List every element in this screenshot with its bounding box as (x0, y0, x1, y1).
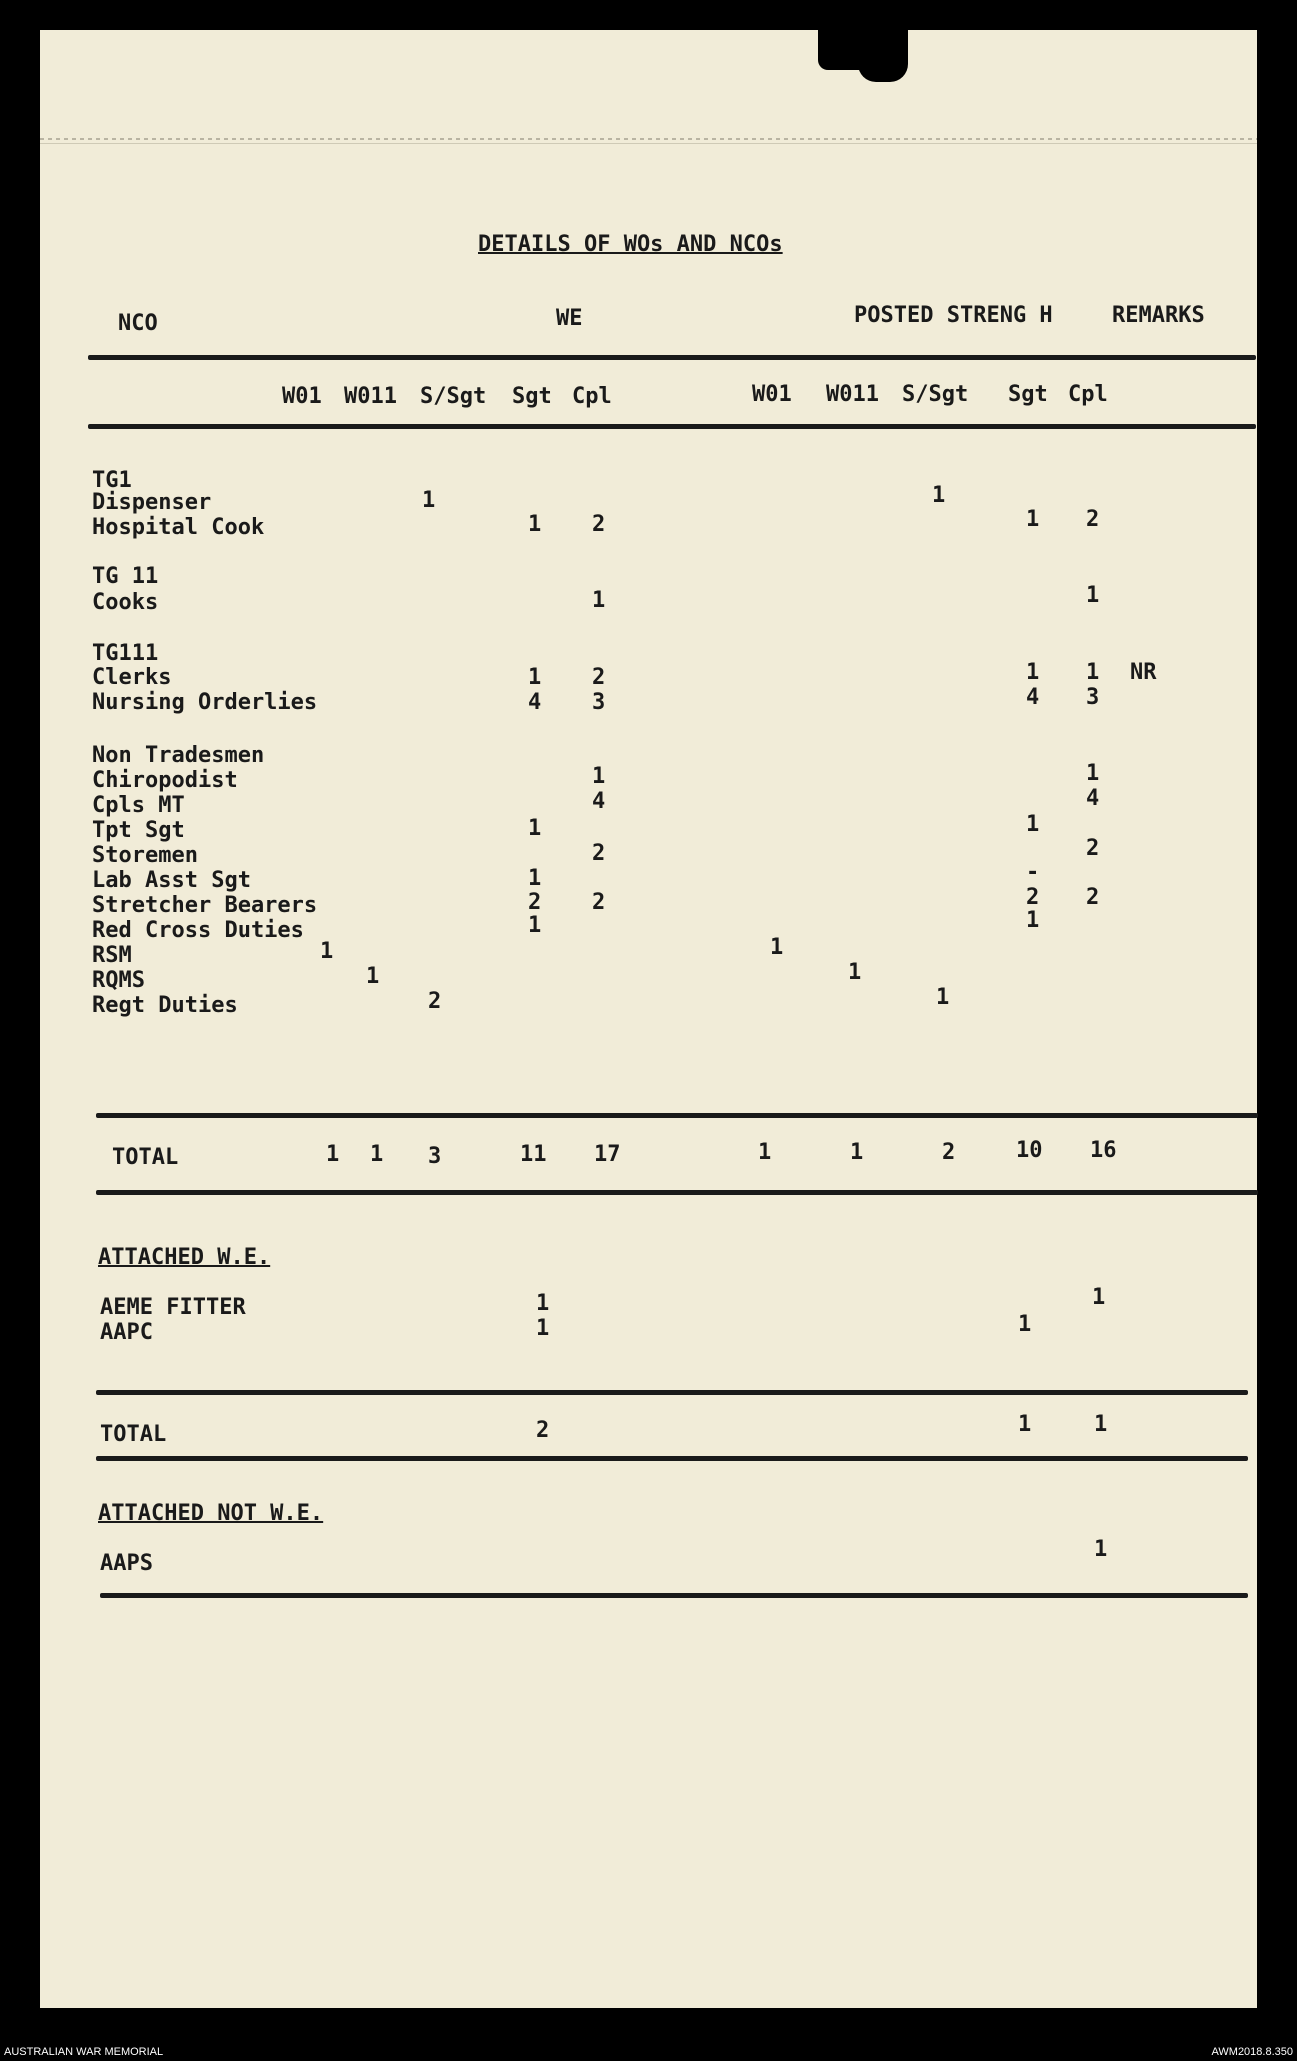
posted-value: 1 (1092, 1285, 1106, 1310)
col-header-posted-strength: POSTED STRENG H (854, 303, 1053, 328)
posted-value: 1 (1026, 908, 1040, 933)
row-label: Red Cross Duties (92, 918, 304, 943)
we-value: 1 (536, 1316, 550, 1341)
posted-value: 2 (1086, 507, 1100, 532)
row-label: Storemen (92, 843, 198, 868)
we-rank-sgt: Sgt (512, 384, 552, 409)
row-label: Nursing Orderlies (92, 690, 318, 715)
we-value: 1 (592, 588, 606, 613)
col-header-nco: NCO (118, 311, 158, 336)
posted-rank-w011: W011 (826, 382, 879, 407)
we-value: 2 (592, 512, 606, 537)
posted-rank-ssgt: S/Sgt (902, 382, 969, 407)
total-label: TOTAL (100, 1422, 167, 1447)
posted-rank-cpl: Cpl (1068, 382, 1108, 407)
divider (96, 1390, 1248, 1395)
row-label: AAPC (100, 1320, 153, 1345)
we-rank-ssgt: S/Sgt (420, 384, 487, 409)
total-posted-sgt: 1 (1018, 1412, 1032, 1437)
row-label: AAPS (100, 1551, 153, 1576)
total-posted-ssgt: 2 (942, 1140, 956, 1165)
we-value: 3 (592, 690, 606, 715)
posted-value: 1 (1026, 660, 1040, 685)
divider (96, 1190, 1258, 1195)
row-label: Stretcher Bearers (92, 893, 318, 918)
we-value: 1 (528, 866, 542, 891)
posted-rank-w01: W01 (752, 382, 792, 407)
row-label: TG 11 (92, 564, 159, 589)
we-value: 1 (528, 665, 542, 690)
total-we-sgt: 11 (520, 1142, 547, 1167)
total-posted-cpl: 16 (1090, 1138, 1117, 1163)
row-label: Cpls MT (92, 793, 185, 818)
posted-rank-sgt: Sgt (1008, 382, 1048, 407)
posted-value: 1 (1086, 583, 1100, 608)
we-value: 2 (592, 841, 606, 866)
posted-value: 1 (1026, 507, 1040, 532)
posted-value: 1 (848, 960, 862, 985)
we-value: 4 (592, 789, 606, 814)
row-label: Cooks (92, 590, 159, 615)
total-we-cpl: 17 (594, 1142, 621, 1167)
we-value: 1 (536, 1291, 550, 1316)
row-label: Regt Duties (92, 993, 238, 1018)
total-label: TOTAL (112, 1145, 179, 1170)
posted-value: - (1026, 860, 1040, 885)
we-value: 2 (592, 665, 606, 690)
posted-value: 1 (932, 483, 946, 508)
total-we-w011: 1 (370, 1142, 384, 1167)
we-rank-cpl: Cpl (572, 384, 612, 409)
col-header-we: WE (556, 306, 583, 331)
posted-value: 1 (1026, 812, 1040, 837)
we-value: 1 (422, 488, 436, 513)
torn-notch (858, 30, 908, 82)
footer-credit: AUSTRALIAN WAR MEMORIAL (4, 2046, 164, 2058)
we-value: 1 (320, 939, 334, 964)
we-value: 2 (428, 989, 442, 1014)
row-label: Clerks (92, 665, 172, 690)
posted-value: 1 (1086, 660, 1100, 685)
we-value: 2 (528, 890, 542, 915)
we-value: 2 (592, 890, 606, 915)
we-value: 1 (528, 913, 542, 938)
total-we-ssgt: 3 (428, 1144, 442, 1169)
row-label: Dispenser (92, 490, 212, 515)
we-rank-w011: W011 (344, 384, 397, 409)
divider (96, 1113, 1258, 1118)
total-we-w01: 1 (326, 1142, 340, 1167)
row-label: RSM (92, 943, 132, 968)
perforation-line (40, 143, 1257, 144)
remark-value: NR (1130, 660, 1157, 685)
row-label: RQMS (92, 968, 145, 993)
posted-value: 1 (1086, 761, 1100, 786)
posted-value: 1 (770, 935, 784, 960)
posted-value: 2 (1086, 885, 1100, 910)
page-title: DETAILS OF WOs AND NCOs (478, 232, 783, 257)
row-label: Lab Asst Sgt (92, 868, 251, 893)
we-value: 1 (592, 764, 606, 789)
we-value: 4 (528, 690, 542, 715)
row-label: TG1 (92, 468, 132, 493)
we-value: 1 (528, 816, 542, 841)
row-label: Hospital Cook (92, 515, 265, 540)
posted-value: 4 (1086, 786, 1100, 811)
footer-reference: AWM2018.8.350 (1211, 2046, 1293, 2058)
we-rank-w01: W01 (282, 384, 322, 409)
total-posted-sgt: 10 (1016, 1138, 1043, 1163)
section-heading-attached-we: ATTACHED W.E. (98, 1245, 271, 1270)
divider (88, 355, 1256, 360)
row-label: AEME FITTER (100, 1295, 246, 1320)
total-we-sgt: 2 (536, 1418, 550, 1443)
divider (88, 424, 1256, 429)
divider (96, 1456, 1248, 1461)
posted-value: 1 (936, 985, 950, 1010)
we-value: 1 (366, 964, 380, 989)
perforation-line (40, 138, 1257, 140)
document-page (40, 30, 1257, 2008)
row-label: Non Tradesmen (92, 743, 265, 768)
divider (100, 1593, 1248, 1598)
posted-value: 2 (1026, 885, 1040, 910)
posted-value: 3 (1086, 685, 1100, 710)
row-label: TG111 (92, 641, 159, 666)
we-value: 1 (528, 512, 542, 537)
section-heading-attached-not-we: ATTACHED NOT W.E. (98, 1501, 324, 1526)
col-header-remarks: REMARKS (1112, 303, 1205, 328)
row-label: Tpt Sgt (92, 818, 185, 843)
posted-value: 1 (1018, 1312, 1032, 1337)
posted-value: 1 (1094, 1537, 1108, 1562)
total-posted-w011: 1 (850, 1140, 864, 1165)
posted-value: 2 (1086, 836, 1100, 861)
total-posted-cpl: 1 (1094, 1412, 1108, 1437)
row-label: Chiropodist (92, 768, 238, 793)
total-posted-w01: 1 (758, 1140, 772, 1165)
posted-value: 4 (1026, 685, 1040, 710)
